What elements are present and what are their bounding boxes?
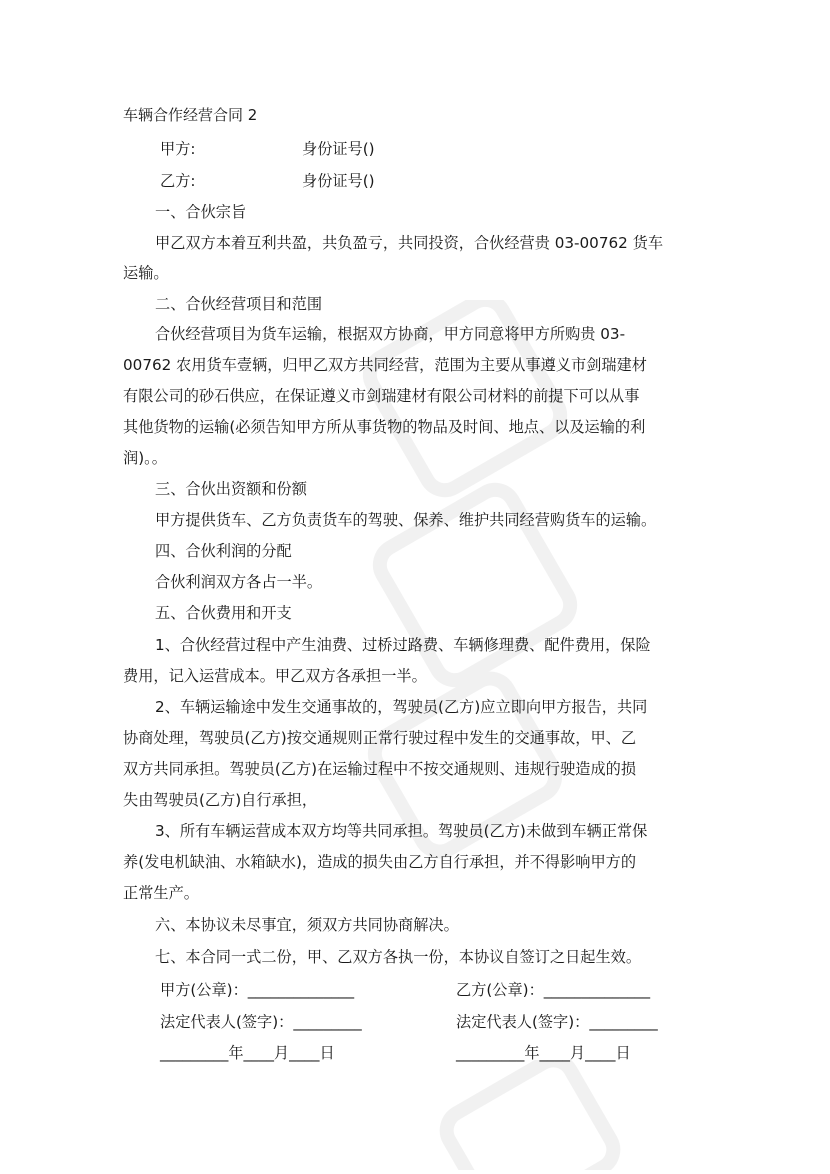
paragraph-line: 有限公司的砂石供应，在保证遵义市剑瑞建材有限公司材料的前提下可以从事 xyxy=(123,387,640,405)
section-heading: 三、合伙出资额和份额 xyxy=(155,480,307,498)
section-heading: 四、合伙利润的分配 xyxy=(155,542,292,560)
paragraph-line: 甲方提供货车、乙方负责货车的驾驶、保养、维护共同经营购货车的运输。 xyxy=(155,511,657,529)
document-title: 车辆合作经营合同 2 xyxy=(123,106,258,124)
party-b-seal-line: 乙方(公章)：______________ xyxy=(456,981,651,999)
section-heading: 一、合伙宗旨 xyxy=(155,203,247,221)
party-a-id: 身份证号() xyxy=(302,140,375,158)
paragraph-line: 费用，记入运营成本。甲乙双方各承担一半。 xyxy=(123,667,427,685)
paragraph-line: 养(发电机缺油、水箱缺水)，造成的损失由乙方自行承担，并不得影响甲方的 xyxy=(123,853,637,871)
watermark-graphic-bottom xyxy=(430,1060,630,1170)
party-b-representative-line: 法定代表人(签字)：_________ xyxy=(456,1013,658,1031)
party-a-label: 甲方: xyxy=(160,140,196,158)
party-b-id: 身份证号() xyxy=(302,172,375,190)
paragraph-line: 甲乙双方本着互利共盈，共负盈亏，共同投资，合伙经营贵 03-00762 货车 xyxy=(155,234,664,252)
section-heading: 六、本协议未尽事宜，须双方共同协商解决。 xyxy=(155,916,459,934)
party-a-date-line: _________年____月____日 xyxy=(160,1044,335,1062)
party-a-representative-line: 法定代表人(签字)：_________ xyxy=(160,1013,362,1031)
section-heading: 五、合伙费用和开支 xyxy=(155,604,292,622)
paragraph-line: 双方共同承担。驾驶员(乙方)在运输过程中不按交通规则、违规行驶造成的损 xyxy=(123,760,637,778)
paragraph-line: 3、所有车辆运营成本双方均等共同承担。驾驶员(乙方)未做到车辆正常保 xyxy=(155,822,648,840)
paragraph-line: 合伙经营项目为货车运输，根据双方协商，甲方同意将甲方所购贵 03- xyxy=(155,325,626,343)
paragraph-line: 2、车辆运输途中发生交通事故的，驾驶员(乙方)应立即向甲方报告，共同 xyxy=(155,698,648,716)
party-b-date-line: _________年____月____日 xyxy=(456,1044,631,1062)
paragraph-line: 协商处理，驾驶员(乙方)按交通规则正常行驶过程中发生的交通事故，甲、乙 xyxy=(123,729,637,747)
paragraph-line: 合伙利润双方各占一半。 xyxy=(155,573,323,591)
paragraph-line: 1、合伙经营过程中产生油费、过桥过路费、车辆修理费、配件费用，保险 xyxy=(155,636,651,654)
paragraph-line: 运输。 xyxy=(123,264,169,282)
section-heading: 二、合伙经营项目和范围 xyxy=(155,295,323,313)
party-b-label: 乙方: xyxy=(160,172,196,190)
paragraph-line: 00762 农用货车壹辆，归甲乙双方共同经营，范围为主要从事遵义市剑瑞建材 xyxy=(123,356,647,374)
section-heading: 七、本合同一式二份，甲、乙双方各执一份，本协议自签订之日起生效。 xyxy=(155,948,641,966)
paragraph-line: 失由驾驶员(乙方)自行承担， xyxy=(123,791,318,809)
party-a-seal-line: 甲方(公章)：______________ xyxy=(160,981,355,999)
paragraph-line: 其他货物的运输(必须告知甲方所从事货物的物品及时间、地点、以及运输的利 xyxy=(123,418,646,436)
paragraph-line: 正常生产。 xyxy=(123,884,199,902)
paragraph-line: 润)。。 xyxy=(123,449,167,467)
